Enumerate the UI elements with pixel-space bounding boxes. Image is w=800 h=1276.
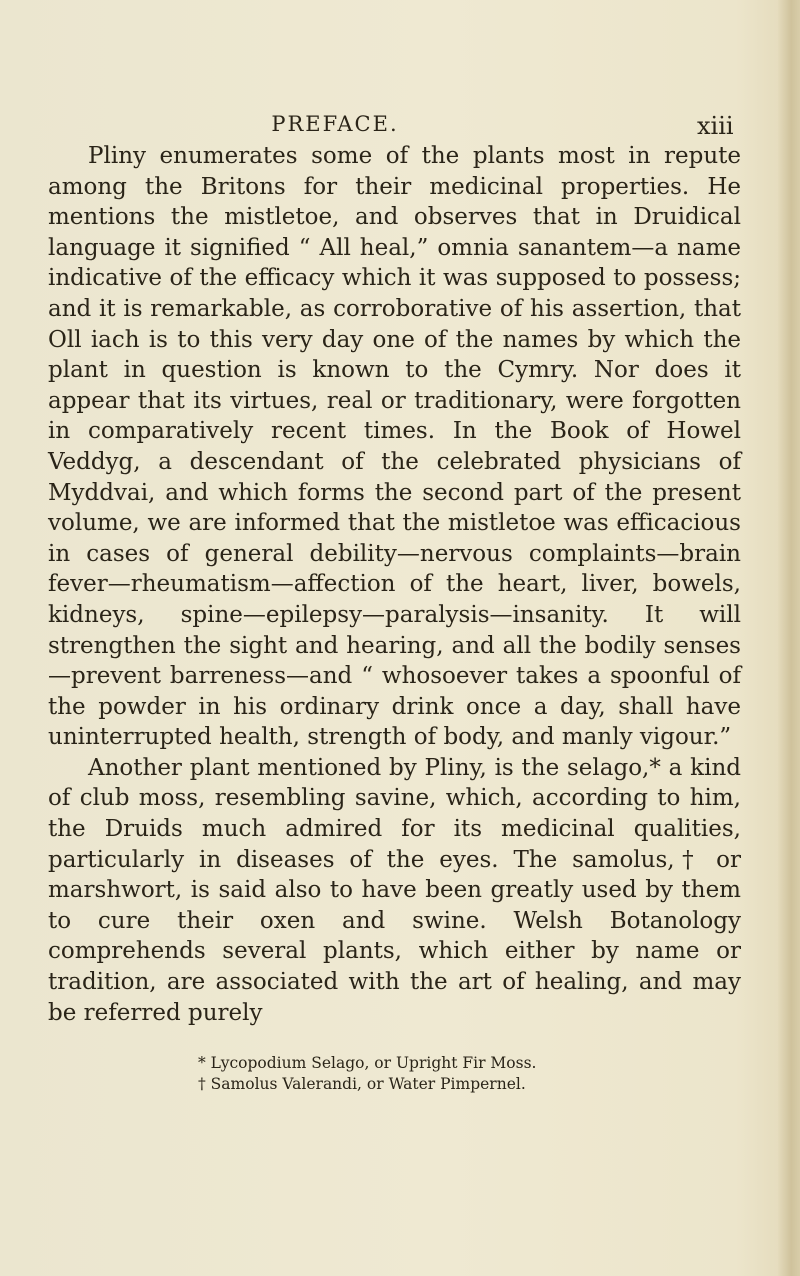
paragraph: Another plant mentioned by Pliny, is the selago,* a kind of club moss, resembling savine, which, according to him, the Druids much admired for its medicinal qualities, particularly in diseases of the eyes. The samolus,† or marshwort, is said also to have been greatly used by them to cure their oxen and swine. Welsh Botanology comprehends several plants, which either by name or tradition, are associated with the art of healing, and may be referred purely (48, 754, 741, 1026)
footnotes (48, 1053, 741, 1095)
footnote: † Samolus Valerandi, or Water Pimpernel. (198, 1075, 526, 1093)
footnote: * Lycopodium Selago, or Upright Fir Moss. (198, 1054, 537, 1072)
page-header (0, 112, 800, 142)
page-number: xiii (697, 112, 734, 140)
page-edge (778, 0, 800, 1276)
body-text (48, 141, 741, 1028)
running-head: PREFACE. (271, 112, 399, 136)
paragraph: Pliny enumerates some of the plants most in repute among the Britons for their medicinal properties. He mentions the mistletoe, and observes that in Druidical language it signified “ All heal,” omnia sanantem—a name indicative of the efficacy which it was supposed to possess; and it is remarkable, as corroborative of his assertion, that Oll iach is to this very day one of the names by which the plant in question is known to the Cymry. Nor does it appear that its virtues, real or traditionary, were forgotten in comparatively recent times. In the Book of Howel Veddyg, a descendant of the celebrated physicians of Myddvai, and which forms the second part of the present volume, we are informed that the mistletoe was efficacious in cases of general debility—nervous complaints—brain fever—rheumatism—affection of the heart, liver, bowels, kidneys, spine—epilepsy—paralysis—insanity. It will strengthen the sight and hearing, and all the bodily senses—prevent barreness—and “ whosoever takes a spoonful of the powder in his ordinary drink once a day, shall have uninterrupted health, strength of body, and manly vigour.” (48, 143, 741, 751)
